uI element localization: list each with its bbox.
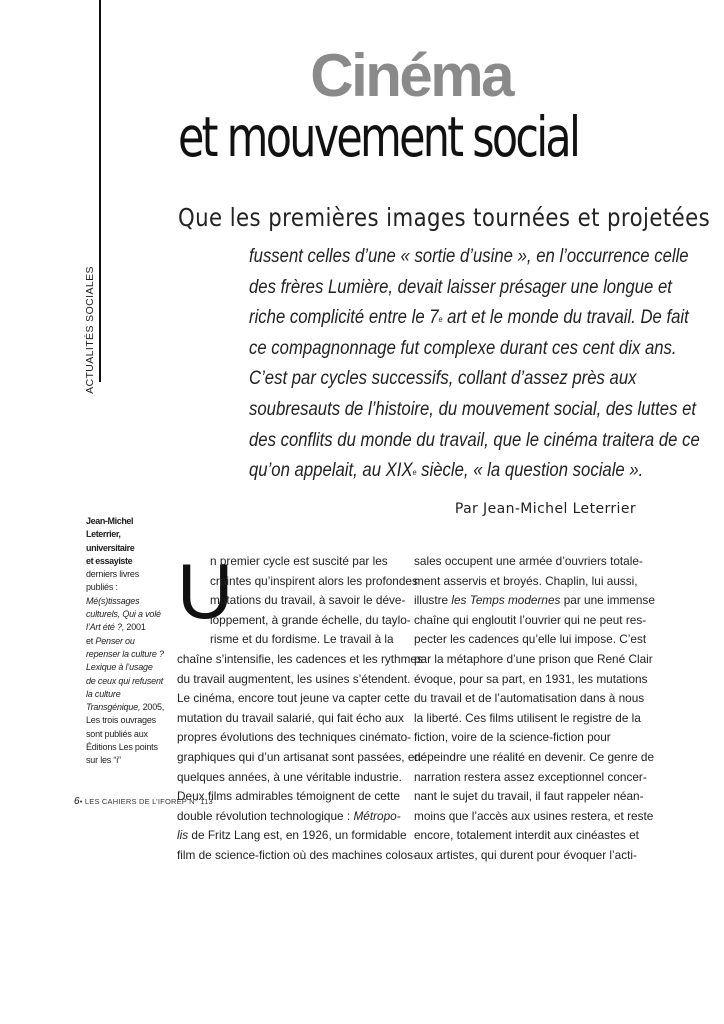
body-line: évoque, pour sa part, en 1931, les mutations [414,671,648,686]
lead-line: ce compagnonnage fut complexe durant ces cent dix ans. [249,337,677,359]
page-footer [74,796,213,807]
lead-line: soubresauts de l’histoire, du mouvement social, des luttes et [249,398,697,420]
lead-line: qu’on appelait, au XIXe siècle, « la question sociale ». [249,460,644,482]
body-line: graphiques qui d’un artisanat sont passées, en [177,749,421,764]
title-line-1: Cinéma [310,42,512,109]
body-line: sales occupent une armée d’ouvriers totale- [414,554,643,568]
author-role: universitaire [86,542,135,553]
title-line-2: et mouvement social [178,105,579,169]
body-line: ment asservis et broyés. Chaplin, lui aussi, [414,573,638,588]
body-line: du travail augmentent, les usines s’étendent. [177,671,411,686]
body-line: du travail et de l’automatisation dans à nous [414,691,645,706]
footer-separator: • [79,797,83,806]
body-line: chaîne qui engloutit l’ouvrier qui ne peut res- [414,612,647,627]
body-line: propres évolutions des techniques cinémato- [177,730,412,745]
author-name: Leterrier, [86,529,121,540]
lead-paragraph [249,242,700,487]
body-line: quelques années, à une véritable industrie. [177,769,402,784]
body-line: nant le sujet du travail, il faut rappeler néan- [414,789,644,804]
body-column-1 [177,547,423,866]
body-line: encore, totalement interdit aux cinéastes et [414,828,639,843]
body-line: loppement, à grande échelle, du taylo- [210,612,411,627]
body-column-2 [414,552,655,866]
lead-first-line: Que les premières images tournées et projetées [178,203,711,232]
section-label-text: ACTUALITÉS SOCIALES [84,266,96,394]
body-line: chaîne s’intensifie, les cadences et les rythmes [177,651,423,666]
lead-line: C’est par cycles successifs, collant d’assez près aux [249,368,637,390]
body-line: narration restera assez exceptionnel concer- [414,769,647,784]
body-line: pecter les cadences qu’elle lui impose. C’est [414,632,647,647]
body-line: par la métaphore d’une prison que René Clair [414,651,653,666]
lead-line: fussent celles d’une « sortie d’usine », en l’occurrence celle [249,246,689,267]
body-line: dépeindre une réalité en devenir. Ce genre de [414,749,655,764]
body-line: film de science-fiction où des machines colos- [177,847,417,862]
body-line: illustre les Temps modernes par une immense [414,593,655,608]
body-line: lis de Fritz Lang est, en 1926, un formidable [177,828,407,843]
author-role: et essayiste [86,555,133,566]
body-line: mutation du travail salarié, qui fait écho aux [177,710,404,725]
section-label [80,266,100,394]
author-sidebar: Jean-Michel Leterrier, universitaire et essayiste derniers livres publiés : Mé(s)tissages culturels, Qui a volé l’Art été ?, 2001 et Penser ou repenser la culture ? Lexique à l’usage de ceux qui refusent la culture Transgénique, 2005, Les trois ouvrages sont publiés aux Éditions Les points sur les “i” [86,516,165,766]
body-line: fiction, voire de la science-fiction pour [414,730,611,745]
byline: Par Jean-Michel Leterrier [454,501,636,517]
body-line: Deux films admirables témoignent de cette [177,789,400,804]
body-line: risme et du fordisme. Le travail à la [210,632,394,647]
body-line: double révolution technologique : Métropo- [177,808,401,823]
drop-cap: U [177,547,234,635]
page-number: 6 [74,796,80,807]
body-line: Le cinéma, encore tout jeune va capter cette [177,691,410,706]
body-line: craintes qu’inspirent alors les profondes [210,573,418,588]
lead-line: riche complicité entre le 7e art et le monde du travail. De fait [249,307,689,329]
journal-name: LES CAHIERS DE L’IFOREP N° 113 [82,797,213,806]
author-name: Jean-Michel [86,516,134,526]
lead-line: des frères Lumière, devait laisser présager une longue et [249,276,672,298]
lead-line: des conflits du monde du travail, que le cinéma traitera de ce [249,429,700,451]
body-line: aux artistes, qui durent pour évoquer l’acti- [414,847,637,862]
body-line: mutations du travail, à savoir le déve- [210,593,406,608]
body-line: moins que l’accès aux usines restera, et reste [414,808,654,823]
body-line: n premier cycle est suscité par les [210,554,388,568]
body-line: la liberté. Ces films utilisent le registre de la [414,710,641,725]
